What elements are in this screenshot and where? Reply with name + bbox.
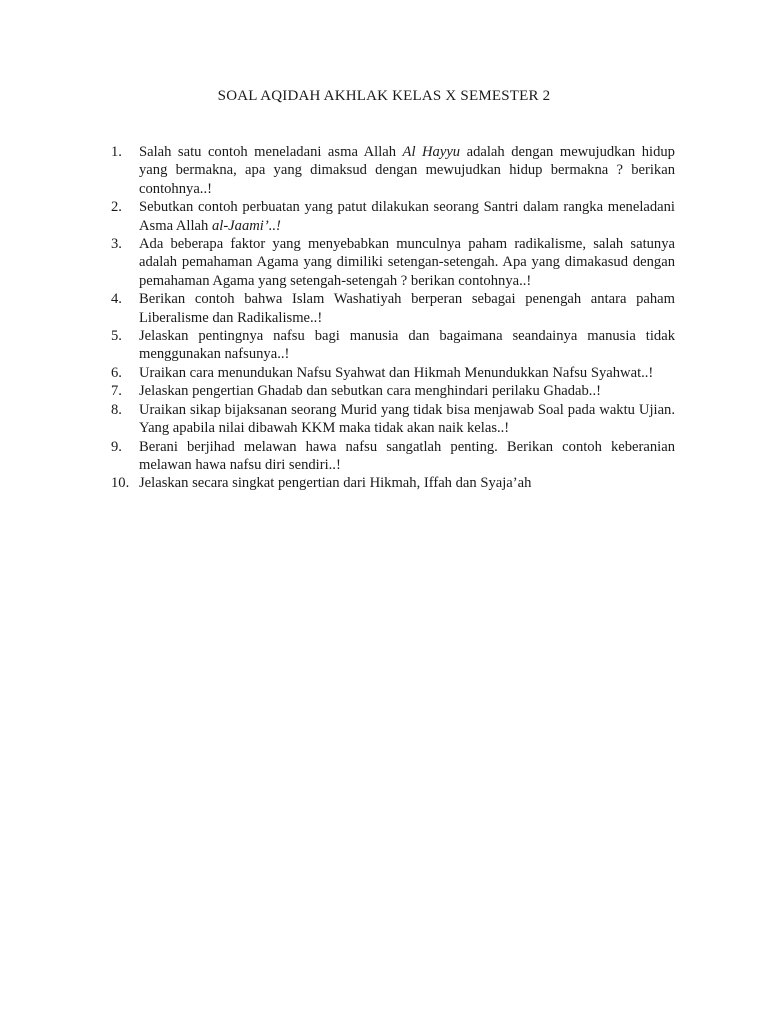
question-number: 8.	[111, 401, 122, 418]
question-number: 5.	[111, 328, 122, 345]
question-list	[103, 143, 675, 493]
question-item-7	[103, 382, 675, 400]
question-item-2	[103, 198, 675, 235]
question-item-5	[103, 327, 675, 364]
question-number: 7.	[111, 383, 122, 400]
question-item-6	[103, 364, 675, 382]
question-number: 4.	[111, 291, 122, 308]
question-text: Salah satu contoh meneladani asma Allah Al Hayyu adalah dengan mewujudkan hidup yang bermakna, apa yang dimaksud dengan mewujudkan hidup bermakna ? berikan contohnya..!	[139, 144, 675, 197]
question-number: 10.	[111, 475, 130, 492]
question-text: Ada beberapa faktor yang menyebabkan munculnya paham radikalisme, salah satunya adalah pemahaman Agama yang dimiliki setengan-setengah. Apa yang dimakasud dengan pemahaman Agama yang setengah-setengah ? berikan contohnya..!	[139, 236, 675, 289]
question-text: Uraikan cara menundukan Nafsu Syahwat dan Hikmah Menundukkan Nafsu Syahwat..!	[139, 364, 654, 381]
question-text: Sebutkan contoh perbuatan yang patut dilakukan seorang Santri dalam rangka meneladani Asma Allah al-Jaami’..!	[139, 199, 675, 234]
question-number: 6.	[111, 364, 122, 381]
question-item-8	[103, 401, 675, 438]
question-text: Berikan contoh bahwa Islam Washatiyah berperan sebagai penengah antara paham Liberalisme dan Radikalisme..!	[139, 291, 675, 326]
question-number: 1.	[111, 144, 122, 160]
question-text: Jelaskan pengertian Ghadab dan sebutkan cara menghindari perilaku Ghadab..!	[139, 383, 601, 400]
question-item-1	[103, 143, 675, 198]
question-text: Jelaskan pentingnya nafsu bagi manusia dan bagaimana seandainya manusia tidak menggunakan nafsunya..!	[139, 328, 675, 363]
question-number: 3.	[111, 236, 122, 253]
question-text: Berani berjihad melawan hawa nafsu sangatlah penting. Berikan contoh keberanian melawan hawa nafsu diri sendiri..!	[139, 438, 675, 473]
question-text: Jelaskan secara singkat pengertian dari Hikmah, Iffah dan Syaja’ah	[139, 475, 532, 492]
question-item-9	[103, 438, 675, 475]
question-text: Uraikan sikap bijaksanan seorang Murid yang tidak bisa menjawab Soal pada waktu Ujian. Yang apabila nilai dibawah KKM maka tidak akan naik kelas..!	[139, 401, 675, 437]
question-number: 9.	[111, 438, 122, 455]
page-title: SOAL AQIDAH AKHLAK KELAS X SEMESTER 2	[217, 88, 551, 104]
question-item-3	[103, 235, 675, 290]
question-item-10	[103, 474, 675, 492]
question-number: 2.	[111, 199, 122, 216]
question-item-4	[103, 290, 675, 327]
